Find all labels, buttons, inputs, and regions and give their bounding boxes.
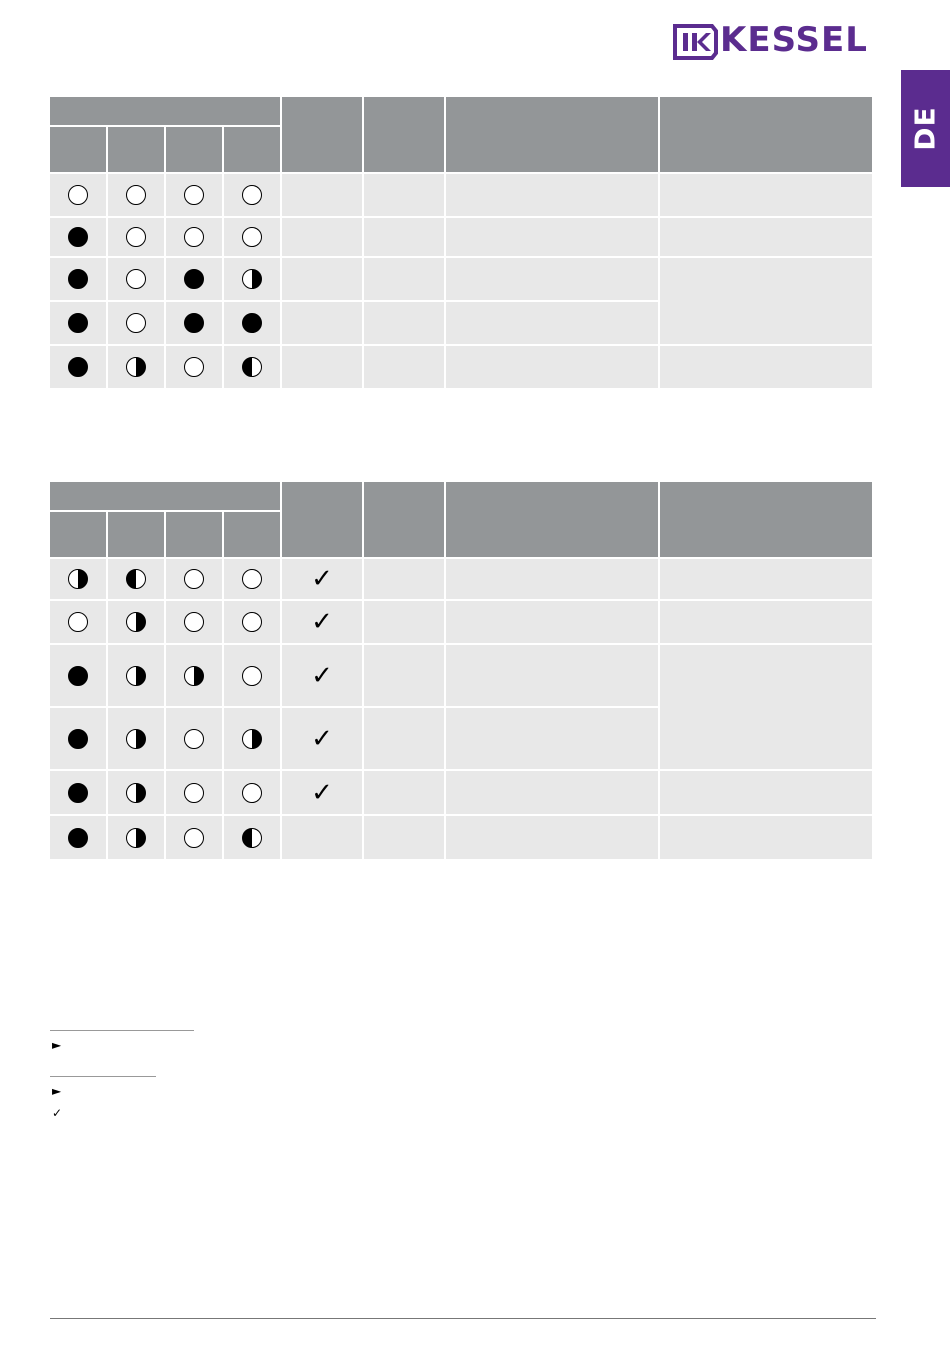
cell-col-8 <box>660 174 872 216</box>
led-half-right-icon <box>126 783 146 803</box>
check-icon: ✓ <box>311 660 333 691</box>
cell-col-6 <box>364 559 444 599</box>
check-icon: ✓ <box>311 564 333 594</box>
table-row <box>50 346 872 388</box>
cell-col-5 <box>282 258 362 300</box>
led-cell <box>50 302 106 344</box>
led-cell <box>224 816 280 859</box>
legend-rule-1 <box>50 1030 194 1031</box>
led-off-icon <box>126 313 146 333</box>
led-half-right-icon <box>184 666 204 686</box>
cell-col-6 <box>364 346 444 388</box>
cell-col-7 <box>446 302 658 344</box>
check-cell <box>282 601 362 643</box>
header-col-8 <box>660 97 872 172</box>
cell-col-8 <box>660 559 872 599</box>
cell-col-6 <box>364 302 444 344</box>
cell-col-8 <box>660 816 872 859</box>
table-row <box>50 645 872 706</box>
led-off-icon <box>126 269 146 289</box>
led-cell <box>108 771 164 814</box>
led-cell <box>224 174 280 216</box>
led-cell <box>224 559 280 599</box>
led-off-icon <box>242 569 262 589</box>
arrow-icon: ► <box>52 1038 62 1052</box>
led-cell <box>50 708 106 769</box>
led-cell <box>108 645 164 706</box>
led-off-icon <box>242 227 262 247</box>
led-cell <box>108 302 164 344</box>
led-off-icon <box>126 185 146 205</box>
led-on-icon <box>68 729 88 749</box>
led-cell <box>108 816 164 859</box>
cell-col-7 <box>446 771 658 814</box>
check-icon: ✓ <box>311 777 333 808</box>
led-half-right-icon <box>126 729 146 749</box>
cell-col-5 <box>282 218 362 256</box>
cell-col-8 <box>660 771 872 814</box>
led-cell <box>108 559 164 599</box>
led-half-right-icon <box>242 269 262 289</box>
cell-col-5 <box>282 346 362 388</box>
led-cell <box>108 174 164 216</box>
led-on-icon <box>68 666 88 686</box>
led-cell <box>166 218 222 256</box>
led-cell <box>224 218 280 256</box>
led-cell <box>50 559 106 599</box>
led-half-left-icon <box>126 569 146 589</box>
led-half-left-icon <box>242 357 262 377</box>
header-led-2 <box>108 512 164 557</box>
led-off-icon <box>126 227 146 247</box>
status-table-2 <box>48 480 874 861</box>
arrow-icon: ► <box>52 1084 62 1098</box>
footer-rule <box>50 1318 876 1319</box>
kessel-logo <box>672 22 877 62</box>
led-cell <box>224 601 280 643</box>
table-row <box>50 174 872 216</box>
header-col-6 <box>364 482 444 557</box>
led-off-icon <box>242 666 262 686</box>
check-cell <box>282 771 362 814</box>
led-cell <box>50 771 106 814</box>
led-off-icon <box>184 569 204 589</box>
cell-col-8 <box>660 645 872 769</box>
table-row <box>50 559 872 599</box>
led-cell <box>166 816 222 859</box>
led-on-icon <box>68 227 88 247</box>
led-cell <box>50 601 106 643</box>
header-led-group <box>50 97 280 125</box>
led-cell <box>224 302 280 344</box>
cell-col-7 <box>446 559 658 599</box>
cell-col-7 <box>446 708 658 769</box>
led-cell <box>50 258 106 300</box>
cell-col-7 <box>446 645 658 706</box>
led-off-icon <box>184 729 204 749</box>
led-cell <box>50 218 106 256</box>
cell-col-7 <box>446 258 658 300</box>
led-cell <box>224 258 280 300</box>
led-on-icon <box>68 783 88 803</box>
led-cell <box>108 218 164 256</box>
cell-col-8 <box>660 601 872 643</box>
cell-col-6 <box>364 816 444 859</box>
header-led-4 <box>224 127 280 172</box>
led-cell <box>166 346 222 388</box>
table-row <box>50 218 872 256</box>
table-row <box>50 816 872 859</box>
led-off-icon <box>184 185 204 205</box>
led-half-right-icon <box>126 666 146 686</box>
cell-col-7 <box>446 816 658 859</box>
led-cell <box>108 346 164 388</box>
led-cell <box>166 559 222 599</box>
led-cell <box>224 645 280 706</box>
led-on-icon <box>68 828 88 848</box>
led-cell <box>166 645 222 706</box>
led-on-icon <box>68 357 88 377</box>
cell-col-7 <box>446 218 658 256</box>
led-off-icon <box>242 612 262 632</box>
led-cell <box>50 174 106 216</box>
cell-col-7 <box>446 174 658 216</box>
led-off-icon <box>184 828 204 848</box>
led-off-icon <box>242 783 262 803</box>
table-row <box>50 601 872 643</box>
cell-col-5 <box>282 174 362 216</box>
check-cell <box>282 816 362 859</box>
cell-col-8 <box>660 258 872 344</box>
header-led-3 <box>166 127 222 172</box>
header-led-1 <box>50 512 106 557</box>
led-cell <box>224 346 280 388</box>
check-cell <box>282 708 362 769</box>
led-off-icon <box>184 612 204 632</box>
language-tab-label: DE <box>909 106 942 151</box>
header-col-5 <box>282 97 362 172</box>
header-col-7 <box>446 482 658 557</box>
header-col-8 <box>660 482 872 557</box>
check-cell <box>282 559 362 599</box>
led-cell <box>108 258 164 300</box>
led-half-right-icon <box>126 612 146 632</box>
led-cell <box>50 816 106 859</box>
led-cell <box>108 601 164 643</box>
header-led-4 <box>224 512 280 557</box>
cell-col-6 <box>364 645 444 706</box>
check-icon: ✓ <box>311 607 333 637</box>
led-cell <box>166 601 222 643</box>
led-on-icon <box>68 313 88 333</box>
header-led-1 <box>50 127 106 172</box>
led-half-right-icon <box>126 828 146 848</box>
led-cell <box>166 708 222 769</box>
status-table-1 <box>48 95 874 390</box>
header-led-group <box>50 482 280 510</box>
led-off-icon <box>184 783 204 803</box>
led-half-right-icon <box>126 357 146 377</box>
led-off-icon <box>184 227 204 247</box>
led-cell <box>166 258 222 300</box>
check-icon: ✓ <box>52 1106 63 1120</box>
cell-col-6 <box>364 258 444 300</box>
led-on-icon <box>68 269 88 289</box>
legend-rule-2 <box>50 1076 156 1077</box>
led-cell <box>224 771 280 814</box>
header-led-3 <box>166 512 222 557</box>
led-cell <box>50 346 106 388</box>
led-cell <box>108 708 164 769</box>
led-cell <box>166 302 222 344</box>
led-half-left-icon <box>242 828 262 848</box>
table-row <box>50 771 872 814</box>
check-icon: ✓ <box>311 723 333 754</box>
header-col-7 <box>446 97 658 172</box>
cell-col-6 <box>364 771 444 814</box>
legend <box>50 1030 194 1120</box>
led-half-right-icon <box>68 569 88 589</box>
cell-col-6 <box>364 708 444 769</box>
kessel-logo-mark <box>672 23 718 61</box>
led-on-icon <box>184 313 204 333</box>
cell-col-6 <box>364 218 444 256</box>
language-tab <box>901 70 950 187</box>
header-led-2 <box>108 127 164 172</box>
cell-col-8 <box>660 346 872 388</box>
cell-col-6 <box>364 601 444 643</box>
led-off-icon <box>184 357 204 377</box>
led-half-right-icon <box>242 729 262 749</box>
led-cell <box>166 771 222 814</box>
cell-col-7 <box>446 601 658 643</box>
cell-col-5 <box>282 302 362 344</box>
led-cell <box>50 645 106 706</box>
header-col-6 <box>364 97 444 172</box>
led-on-icon <box>184 269 204 289</box>
led-on-icon <box>242 313 262 333</box>
kessel-logo-text: KESSEL <box>720 20 868 60</box>
table-row <box>50 258 872 300</box>
cell-col-6 <box>364 174 444 216</box>
cell-col-8 <box>660 218 872 256</box>
led-off-icon <box>242 185 262 205</box>
led-cell <box>166 174 222 216</box>
cell-col-7 <box>446 346 658 388</box>
check-cell <box>282 645 362 706</box>
led-off-icon <box>68 185 88 205</box>
led-off-icon <box>68 612 88 632</box>
header-col-5 <box>282 482 362 557</box>
led-cell <box>224 708 280 769</box>
